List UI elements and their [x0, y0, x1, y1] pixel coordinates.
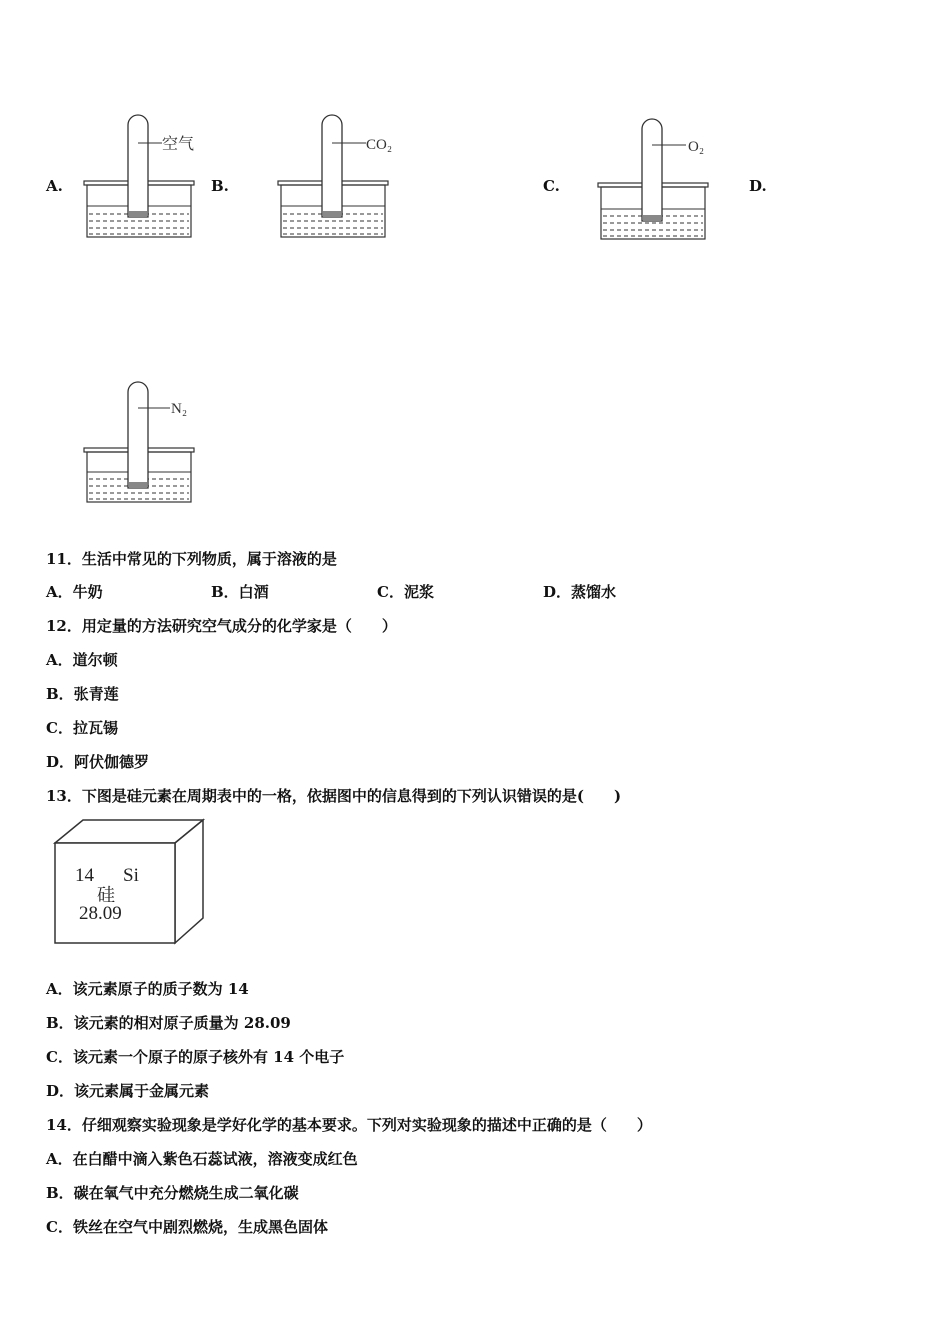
beaker-figure-c [594, 113, 724, 243]
gas-label-d: N₂ [171, 401, 188, 417]
question-12-stem: 12．用定量的方法研究空气成分的化学家是（ ） [46, 617, 397, 635]
q14-option-c: C．铁丝在空气中剧烈燃烧，生成黑色固体 [46, 1218, 328, 1236]
option-c-label: C. [543, 177, 560, 195]
q13-option-a: A．该元素原子的质子数为 14 [46, 980, 249, 998]
question-11-stem: 11．生活中常见的下列物质，属于溶液的是 [46, 550, 337, 568]
option-d-label: D. [749, 177, 767, 195]
q11-option-d: D．蒸馏水 [543, 583, 617, 601]
option-a-label: A. [46, 177, 63, 195]
q12-option-d: D．阿伏伽德罗 [46, 753, 150, 771]
q11-option-a: A．牛奶 [46, 583, 103, 601]
gas-label-c: O₂ [688, 139, 705, 155]
q13-option-b: B．该元素的相对原子质量为 28.09 [46, 1014, 291, 1032]
q11-option-c: C．泥浆 [377, 583, 434, 601]
atomic-mass: 28.09 [79, 903, 122, 924]
beaker-figure-b [274, 113, 404, 243]
element-name: 硅 [97, 885, 115, 905]
q14-option-b: B．碳在氧气中充分燃烧生成二氧化碳 [46, 1184, 299, 1202]
periodic-table-cell [50, 815, 210, 950]
q13-option-c: C．该元素一个原子的原子核外有 14 个电子 [46, 1048, 345, 1066]
q12-option-b: B．张青莲 [46, 685, 119, 703]
q14-option-a: A．在白醋中滴入紫色石蕊试液，溶液变成红色 [46, 1150, 358, 1168]
beaker-figure-d [80, 380, 210, 510]
beaker-figure-a [80, 113, 210, 243]
atomic-number: 14 [75, 865, 94, 886]
q13-option-d: D．该元素属于金属元素 [46, 1082, 210, 1100]
element-symbol: Si [123, 865, 139, 886]
gas-label-b: CO₂ [366, 137, 393, 153]
option-b-label: B. [211, 177, 229, 195]
q12-option-c: C．拉瓦锡 [46, 719, 118, 737]
question-13-stem: 13．下图是硅元素在周期表中的一格，依据图中的信息得到的下列认识错误的是( ) [46, 787, 622, 805]
q11-option-b: B．白酒 [211, 583, 269, 601]
question-14-stem: 14．仔细观察实验现象是学好化学的基本要求。下列对实验现象的描述中正确的是（ ） [46, 1116, 652, 1134]
q12-option-a: A．道尔顿 [46, 651, 118, 669]
gas-label-a: 空气 [162, 136, 195, 153]
